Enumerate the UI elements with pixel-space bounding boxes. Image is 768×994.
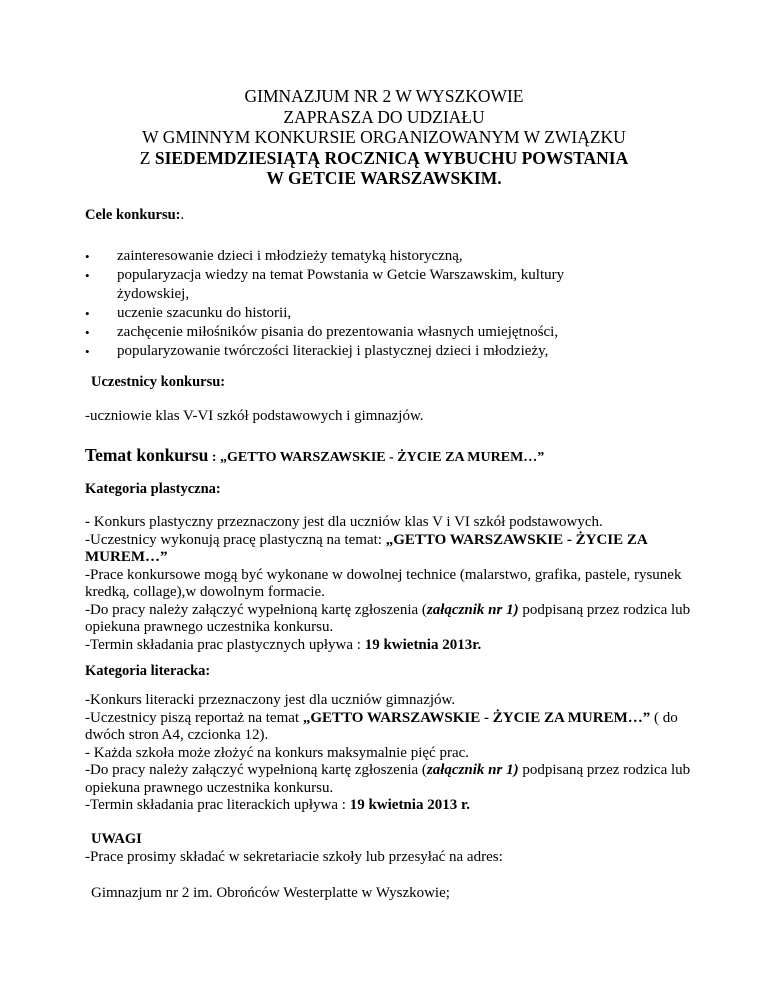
list-item: • popularyzacja wiedzy na temat Powstania w Getcie Warszawskim, kultury żydowskiej, — [85, 266, 607, 304]
goals-heading — [85, 207, 184, 224]
art-deadline: 19 kwietnia 2013r. — [364, 636, 482, 653]
participants-heading: Uczestnicy konkursu: — [91, 374, 226, 390]
document-header — [0, 86, 768, 189]
header-line-5-bold: W GETCIE WARSZAWSKIM. — [266, 168, 502, 188]
header-line-1: GIMNAZJUM NR 2 W WYSZKOWIE — [244, 86, 524, 106]
header-line-4-bold: SIEDEMDZIESIĄTĄ ROCZNICĄ WYBUCHU POWSTANIA — [154, 147, 629, 168]
header-line-2: ZAPRASZA DO UDZIAŁU — [283, 106, 485, 127]
art-heading: Kategoria plastyczna: — [85, 481, 221, 497]
lit-heading: Kategoria literacka: — [85, 663, 211, 679]
lit-line-4 — [85, 762, 705, 797]
goals-heading-suffix: . — [180, 207, 185, 223]
lit-line-2 — [85, 710, 705, 745]
art-attachment-ref: załącznik nr 1) — [426, 601, 519, 618]
goals-heading-text: Cele konkursu: — [85, 207, 181, 223]
goals-list — [85, 247, 725, 361]
art-line-1-dash: - — [85, 514, 94, 530]
lit-line-5-text: -Termin składania prac literackich upływa : — [85, 797, 350, 813]
list-item: • zainteresowanie dzieci i młodzieży tematyką historyczną, — [85, 247, 725, 266]
art-section — [85, 514, 705, 654]
header-line-4 — [0, 148, 768, 169]
art-line-5-text: -Termin składania prac plastycznych upływa : — [85, 636, 365, 653]
lit-line-4-b: podpisaną przez rodzica lub opiekuna prawnego uczestnika konkursu. — [85, 762, 691, 796]
art-line-2-bold: „GETTO WARSZAWSKIE - ŻYCIE ZA MUREM…” — [85, 531, 647, 565]
list-item: • uczenie szacunku do historii, — [85, 304, 725, 323]
art-line-1 — [85, 514, 705, 532]
list-item: • zachęcenie miłośników pisania do prezentowania własnych umiejętności, — [85, 323, 725, 342]
art-line-1-text: Konkurs plastyczny przeznaczony jest dla uczniów klas V i VI szkół podstawowych. — [93, 514, 603, 530]
theme-line — [85, 445, 544, 466]
art-line-5 — [85, 637, 705, 655]
participants-text: -uczniowie klas V-VI szkół podstawowych i gimnazjów. — [85, 408, 424, 424]
art-line-3: -Prace konkursowe mogą być wykonane w dowolnej technice (malarstwo, grafika, pastele, rysunek kredką, collage),w dowolnym formacie. — [85, 566, 682, 600]
lit-line-2-tail: ( do dwóch stron A4, czcionka 12). — [85, 709, 678, 743]
art-line-2-text: -Uczestnicy wykonują pracę plastyczną na temat: — [85, 531, 386, 548]
art-line-4 — [85, 602, 705, 637]
header-line-5 — [0, 168, 768, 189]
school-address: Gimnazjum nr 2 im. Obrońców Westerplatte w Wyszkowie; — [91, 885, 450, 901]
theme-value: : „GETTO WARSZAWSKIE - ŻYCIE ZA MUREM…” — [208, 450, 545, 465]
art-line-4-a: -Do pracy należy załączyć wypełnioną kartę zgłoszenia ( — [85, 601, 427, 618]
notes-heading: UWAGI — [91, 831, 142, 847]
lit-line-2-bold: „GETTO WARSZAWSKIE - ŻYCIE ZA MUREM…” — [302, 709, 651, 726]
list-item: • popularyzowanie twórczości literackiej i plastycznej dzieci i młodzieży, — [85, 342, 725, 361]
art-line-2 — [85, 532, 705, 567]
lit-line-3: - Każda szkoła może złożyć na konkurs maksymalnie pięć prac. — [85, 744, 470, 761]
lit-deadline: 19 kwietnia 2013 r. — [349, 797, 470, 813]
lit-line-2-text: -Uczestnicy piszą reportaż na temat — [85, 709, 303, 726]
header-line-4-prefix: Z — [139, 147, 155, 168]
art-line-4-b: podpisaną przez rodzica lub opiekuna prawnego uczestnika konkursu. — [85, 601, 691, 635]
notes-text: -Prace prosimy składać w sekretariacie szkoły lub przesyłać na adres: — [85, 849, 503, 865]
lit-line-1: -Konkurs literacki przeznaczony jest dla uczniów gimnazjów. — [85, 692, 456, 708]
theme-label: Temat konkursu — [85, 445, 209, 465]
lit-line-4-a: -Do pracy należy załączyć wypełnioną kartę zgłoszenia ( — [85, 762, 427, 778]
header-line-3: W GMINNYM KONKURSIE ORGANIZOWANYM W ZWIĄZKU — [142, 127, 626, 147]
lit-section — [85, 692, 705, 815]
lit-attachment-ref: załącznik nr 1) — [426, 762, 519, 778]
lit-line-5 — [85, 797, 705, 815]
